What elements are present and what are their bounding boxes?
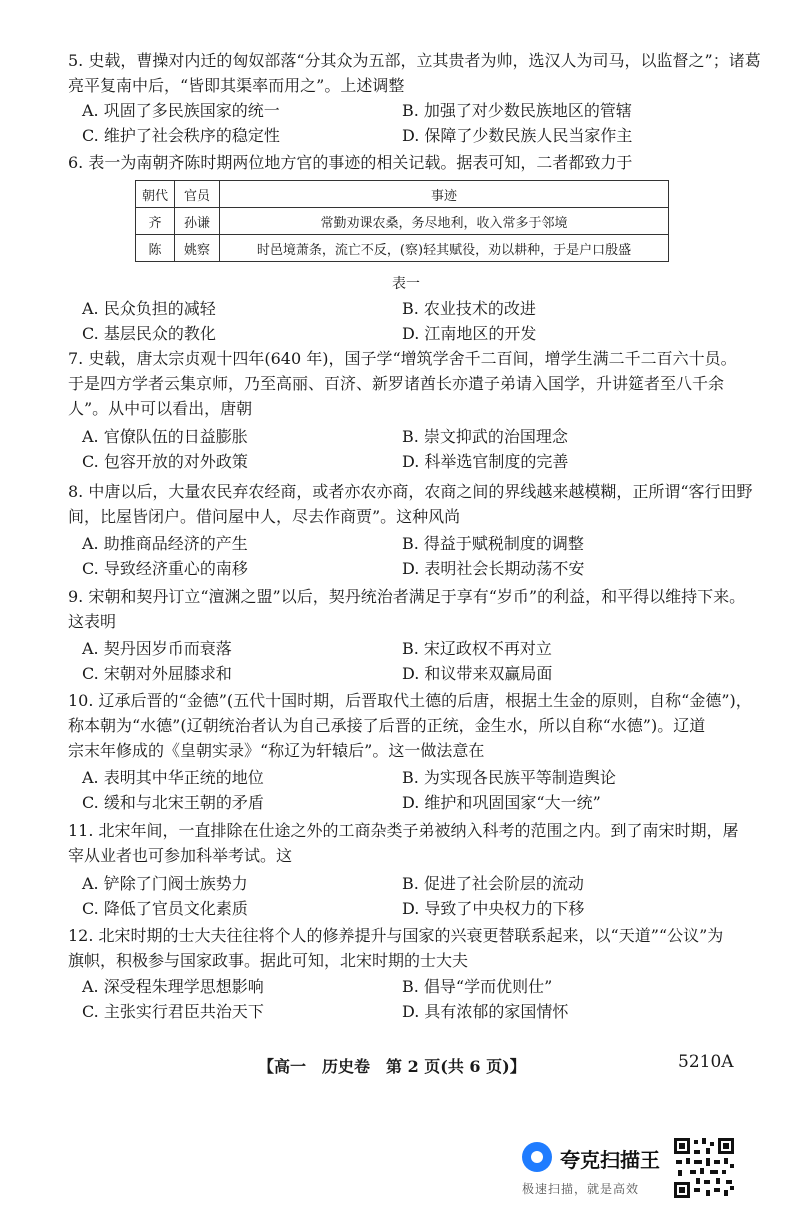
option-d: D. 表明社会长期动荡不安 (402, 559, 585, 578)
stem-line: 这表明 (68, 612, 117, 631)
scanner-logo-icon (522, 1142, 552, 1172)
question-11-options (82, 871, 722, 921)
question-5-options (82, 98, 722, 148)
option-c: C. 宋朝对外屈膝求和 (82, 664, 232, 683)
option-d: D. 江南地区的开发 (402, 324, 537, 343)
question-8-stem (68, 479, 753, 529)
table-cell: 孙谦 (175, 208, 220, 235)
option-b: B. 得益于赋税制度的调整 (402, 534, 584, 553)
question-6-options (82, 296, 722, 346)
stem-line: 5. 史载，曹操对内迁的匈奴部落“分其众为五部，立其贵者为帅，选汉人为司马，以监督之”；诸葛 (68, 51, 761, 70)
question-6-stem (68, 150, 748, 175)
table-cell: 时邑境萧条，流亡不反，(察)轻其赋役，劝以耕种，于是户口殷盛 (220, 235, 669, 262)
option-a: A. 民众负担的减轻 (82, 299, 216, 318)
stem-line: 12. 北宋时期的士大夫往往将个人的修养提升与国家的兴衰更替联系起来，以“天道”“公议”为 (68, 926, 724, 945)
question-11-stem (68, 818, 748, 868)
stem-line: 7. 史载，唐太宗贞观十四年(640 年)，国子学“增筑学舍千二百间，增学生满二千二百六十员。 (68, 349, 737, 368)
question-5-stem (68, 48, 761, 98)
option-b: B. 农业技术的改进 (402, 299, 536, 318)
stem-line: 宰从业者也可参加科举考试。这 (68, 846, 293, 865)
stem-line: 9. 宋朝和契丹订立“澶渊之盟”以后，契丹统治者满足于享有“岁币”的利益，和平得以维持下来。 (68, 587, 746, 606)
stem-line: 亮平复南中后，“皆即其渠率而用之”。上述调整 (68, 76, 405, 95)
stem-line: 称本朝为“水德”(辽朝统治者认为自己承接了后晋的正统，金生水，所以自称“水德”)。辽道 (68, 716, 706, 735)
stem-line: 旗帜，积极参与国家政事。据此可知，北宋时期的士大夫 (68, 951, 469, 970)
question-12-options (82, 974, 722, 1024)
option-a: A. 铲除了门阀士族势力 (82, 874, 248, 893)
stem-line: 间，比屋皆闭户。借问屋中人，尽去作商贾”。这种风尚 (68, 507, 461, 526)
table-row (136, 208, 669, 235)
table-cell: 齐 (136, 208, 175, 235)
option-b: B. 为实现各民族平等制造舆论 (402, 768, 616, 787)
records-table-wrapper (135, 180, 669, 262)
option-d: D. 维护和巩固国家“大一统” (402, 793, 601, 812)
page-footer: 【高一 历史卷 第 2 页(共 6 页)】 (258, 1057, 526, 1076)
qr-code-icon (672, 1136, 736, 1200)
question-8-options (82, 531, 722, 581)
stem-line: 于是四方学者云集京师，乃至高丽、百济、新罗诸酋长亦遣子弟请入国学，升讲筵者至八千余 (68, 374, 725, 393)
question-10-stem (68, 688, 752, 763)
option-d: D. 科举选官制度的完善 (402, 452, 569, 471)
option-a: A. 巩固了多民族国家的统一 (82, 101, 280, 120)
stem-line: 人”。从中可以看出，唐朝 (68, 399, 253, 418)
table-header-row (136, 181, 669, 208)
option-b: B. 促进了社会阶层的流动 (402, 874, 584, 893)
question-9-stem (68, 584, 748, 634)
option-b: B. 倡导“学而优则仕” (402, 977, 553, 996)
option-c: C. 维护了社会秩序的稳定性 (82, 126, 280, 145)
option-d: D. 保障了少数民族人民当家作主 (402, 126, 633, 145)
question-7-options (82, 424, 722, 474)
stem-line: 宗末年修成的《皇朝实录》“称辽为轩辕后”。这一做法意在 (68, 741, 485, 760)
table-row (136, 235, 669, 262)
option-b: B. 加强了对少数民族地区的管辖 (402, 101, 632, 120)
option-a: A. 助推商品经济的产生 (82, 534, 248, 553)
option-a: A. 官僚队伍的日益膨胀 (82, 427, 248, 446)
table-cell: 常勤劝课农桑，务尽地利，收入常多于邻境 (220, 208, 669, 235)
table-cell: 姚察 (175, 235, 220, 262)
table-header: 官员 (175, 181, 220, 208)
paper-code: 5210A (678, 1052, 734, 1072)
option-c: C. 降低了官员文化素质 (82, 899, 248, 918)
question-9-options (82, 636, 722, 686)
option-b: B. 宋辽政权不再对立 (402, 639, 552, 658)
question-10-options (82, 765, 722, 815)
scanner-slogan: 极速扫描，就是高效 (522, 1182, 640, 1196)
option-c: C. 导致经济重心的南移 (82, 559, 248, 578)
table-header: 事迹 (220, 181, 669, 208)
option-b: B. 崇文抑武的治国理念 (402, 427, 568, 446)
stem-line: 10. 辽承后晋的“金德”(五代十国时期，后晋取代土德的后唐，根据土生金的原则，自称“金德”)， (68, 691, 752, 710)
option-c: C. 包容开放的对外政策 (82, 452, 248, 471)
stem-line: 6. 表一为南朝齐陈时期两位地方官的事迹的相关记载。据表可知，二者都致力于 (68, 153, 633, 172)
table-caption: 表一 (392, 276, 420, 292)
scanner-brand-name: 夸克扫描王 (560, 1148, 660, 1172)
stem-line: 8. 中唐以后，大量农民弃农经商，或者亦农亦商，农商之间的界线越来越模糊，正所谓“客行田野 (68, 482, 753, 501)
question-12-stem (68, 923, 748, 973)
stem-line: 11. 北宋年间，一直排除在仕途之外的工商杂类子弟被纳入科考的范围之内。到了南宋时期，屠 (68, 821, 739, 840)
option-a: A. 表明其中华正统的地位 (82, 768, 264, 787)
option-c: C. 缓和与北宋王朝的矛盾 (82, 793, 264, 812)
option-d: D. 具有浓郁的家国情怀 (402, 1002, 569, 1021)
records-table (135, 180, 669, 262)
option-a: A. 契丹因岁币而衰落 (82, 639, 232, 658)
option-d: D. 和议带来双赢局面 (402, 664, 553, 683)
option-c: C. 主张实行君臣共治天下 (82, 1002, 264, 1021)
option-a: A. 深受程朱理学思想影响 (82, 977, 264, 996)
option-d: D. 导致了中央权力的下移 (402, 899, 585, 918)
question-7-stem (68, 346, 748, 421)
option-c: C. 基层民众的教化 (82, 324, 216, 343)
table-cell: 陈 (136, 235, 175, 262)
table-header: 朝代 (136, 181, 175, 208)
